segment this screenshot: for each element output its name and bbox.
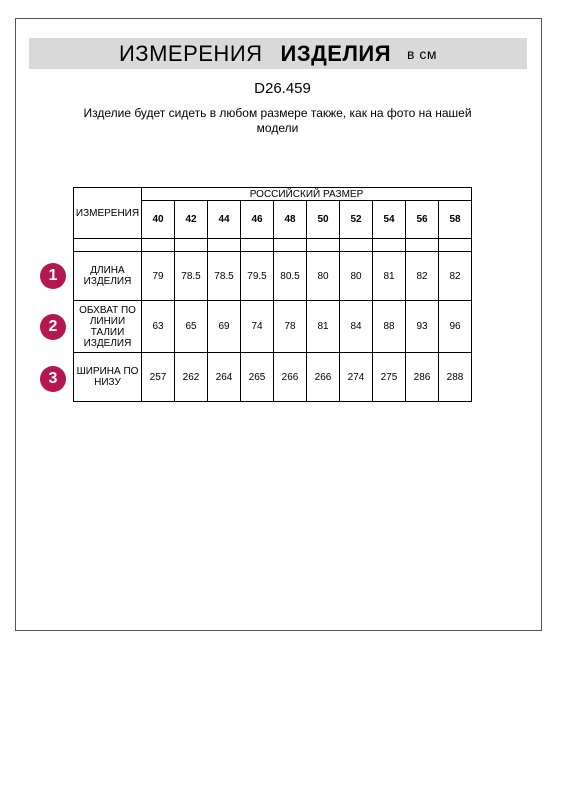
spacer-cell: [175, 239, 208, 252]
table-cell: 79.5: [241, 252, 274, 301]
table-cell: 84: [340, 301, 373, 353]
spacer-cell: [439, 239, 472, 252]
title-bar: [29, 38, 527, 69]
table-cell: 65: [175, 301, 208, 353]
title-measurements: ИЗМЕРЕНИЯ: [118, 40, 263, 66]
size-header: 58: [439, 201, 472, 239]
table-cell: 262: [175, 353, 208, 402]
row-number-badge: 1: [40, 263, 66, 289]
spacer-cell: [406, 239, 439, 252]
table-cell: 266: [274, 353, 307, 402]
spacer-cell: [142, 239, 175, 252]
table-row: [74, 353, 472, 402]
table-cell: 74: [241, 301, 274, 353]
size-header: 46: [241, 201, 274, 239]
table-cell: 93: [406, 301, 439, 353]
table-cell: 275: [373, 353, 406, 402]
table-cell: 69: [208, 301, 241, 353]
table-cell: 265: [241, 353, 274, 402]
table-cell: 81: [307, 301, 340, 353]
spacer-cell: [241, 239, 274, 252]
table-cell: 78.5: [208, 252, 241, 301]
row-label-length: ДЛИНА ИЗДЕЛИЯ: [74, 252, 142, 301]
size-header: 48: [274, 201, 307, 239]
table-cell: 80.5: [274, 252, 307, 301]
table-cell: 78.5: [175, 252, 208, 301]
table-cell: 286: [406, 353, 439, 402]
article-number: D26.459: [254, 80, 311, 97]
size-header: 56: [406, 201, 439, 239]
table-cell: 80: [340, 252, 373, 301]
table-cell: 257: [142, 353, 175, 402]
spacer-cell: [208, 239, 241, 252]
size-group-label: РОССИЙСКИЙ РАЗМЕР: [142, 188, 472, 201]
table-cell: 96: [439, 301, 472, 353]
table-row: [74, 301, 472, 353]
spacer-cell: [274, 239, 307, 252]
fit-note: Изделие будет сидеть в любом размере также, как на фото на нашей модели: [83, 106, 472, 135]
table-cell: 288: [439, 353, 472, 402]
size-header: 50: [307, 201, 340, 239]
size-table: [73, 187, 472, 402]
table-cell: 80: [307, 252, 340, 301]
table-cell: 79: [142, 252, 175, 301]
table-row: [74, 252, 472, 301]
row-number-badge: 2: [40, 314, 66, 340]
size-header: 44: [208, 201, 241, 239]
table-cell: 78: [274, 301, 307, 353]
size-header: 42: [175, 201, 208, 239]
table-cell: 274: [340, 353, 373, 402]
size-header: 52: [340, 201, 373, 239]
table-cell: 82: [439, 252, 472, 301]
spacer-cell: [373, 239, 406, 252]
row-label-waist: ОБХВАТ ПО ЛИНИИ ТАЛИИ ИЗДЕЛИЯ: [74, 301, 142, 353]
corner-label: ИЗМЕРЕНИЯ: [74, 188, 142, 239]
spacer-cell: [74, 239, 142, 252]
spacer-cell: [340, 239, 373, 252]
title-product: ИЗДЕЛИЯ: [280, 40, 392, 66]
table-cell: 264: [208, 353, 241, 402]
table-cell: 82: [406, 252, 439, 301]
table-cell: 88: [373, 301, 406, 353]
spacer-cell: [307, 239, 340, 252]
size-header: 40: [142, 201, 175, 239]
table-cell: 63: [142, 301, 175, 353]
row-number-badge: 3: [40, 366, 66, 392]
row-label-hem-width: ШИРИНА ПО НИЗУ: [74, 353, 142, 402]
table-cell: 266: [307, 353, 340, 402]
table-cell: 81: [373, 252, 406, 301]
title-unit: в см: [407, 45, 437, 62]
size-header: 54: [373, 201, 406, 239]
